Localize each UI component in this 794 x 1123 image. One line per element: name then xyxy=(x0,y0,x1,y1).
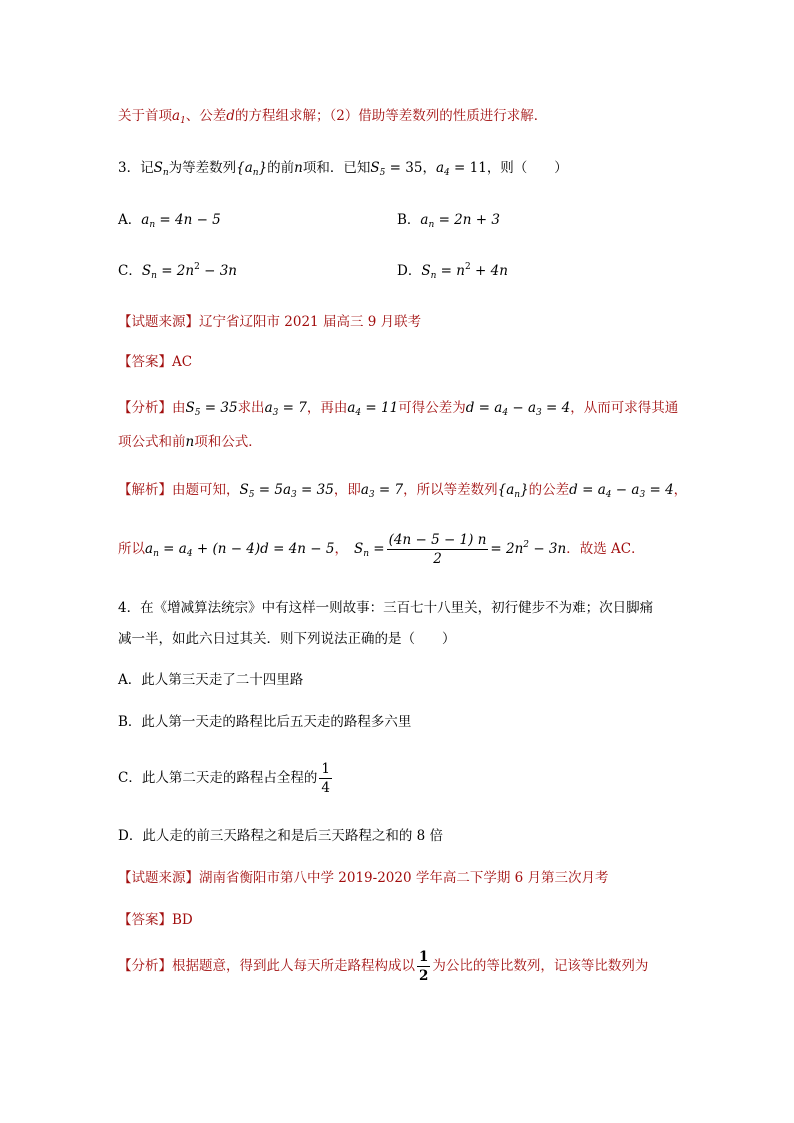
q4-option-b: B．此人第一天走的路程比后五天走的路程多六里 xyxy=(118,714,412,730)
q4-option-a: A．此人第三天走了二十四里路 xyxy=(118,672,304,688)
math-n: n xyxy=(294,160,303,176)
q3-solution-line1: 【解析】由题可知，$S_5 = 5a_3 = 35$，即$a_3 = 7$，所以等差数列$\{a_n\}$的公差$d = a_4 - a_3 = 4$， xyxy=(118,482,688,500)
q3-sum-fraction: $\frac{(4n - 5 - 1) n}{2}$ xyxy=(388,532,487,567)
q4-source: 【试题来源】湖南省衡阳市第八中学 2019-2020 学年高二下学期 6 月第三次月考 xyxy=(118,870,609,886)
q3-option-c: C．$S_n = 2n^2 - 3n$ xyxy=(118,262,237,281)
q3-analysis-line2: 项公式和前n项和公式． xyxy=(118,434,262,450)
intro-line: 关于首项$a_1$、公差d的方程组求解；（2）借助等差数列的性质进行求解． xyxy=(118,108,548,126)
q3-solution-line2: 所以$a_n = a_4 + (n - 4)d = 4n - 5$， $S_n$ = $\frac{(4n - 5 - 1) n}{2}$ = $2n^2 - 3n$．故选 AC． xyxy=(118,532,645,567)
q4-stem-line1: 4．在《增减算法统宗》中有这样一则故事：三百七十八里关，初行健步不为难；次日脚痛 xyxy=(118,600,654,616)
q3-analysis-line1: 【分析】由$S_5 = 35$求出$a_3 = 7$，再由$a_4 = 11$可得公差为$d = a_4 - a_3 = 4$，从而可求得其通 xyxy=(118,400,679,418)
math-sn: $S_n$ xyxy=(153,160,169,178)
q3-option-a: A．$a_n = 4n - 5$ xyxy=(118,212,221,230)
q3-answer: 【答案】AC xyxy=(118,354,193,370)
q4-stem-line2: 减一半，如此六日过其关．则下列说法正确的是（ ） xyxy=(118,631,456,647)
q4-answer: 【答案】BD xyxy=(118,912,193,928)
q3-source: 【试题来源】辽宁省辽阳市 2021 届高三 9 月联考 xyxy=(118,314,422,330)
q4-analysis: 【分析】根据题意，得到此人每天所走路程构成以 $\frac{1}{2}$ 为公比的等比数列，记该等比数列为 xyxy=(118,949,649,984)
math-d: d xyxy=(226,108,235,124)
q3-option-d: D．$S_n = n^2 + 4n$ xyxy=(397,262,508,281)
math-a4: $a_4$ xyxy=(435,160,450,178)
q4-ratio-fraction: $\frac{1}{2}$ xyxy=(419,949,429,984)
math-s5: $S_5$ xyxy=(370,160,386,178)
q4-option-c-fraction: $\frac{1}{4}$ xyxy=(321,761,330,796)
q3-stem: 3．记$S_n$为等差数列$\{a_n\}$的前n项和．已知$S_5 = 35$，$a_4 = 11$，则（ ） xyxy=(118,160,568,178)
math-a1: $a_1$ xyxy=(172,108,186,126)
math-seq-an: $\{a_n\}$ xyxy=(236,160,268,178)
q3-option-b: B．$a_n = 2n + 3$ xyxy=(397,212,500,230)
q4-option-d: D．此人走的前三天路程之和是后三天路程之和的 8 倍 xyxy=(118,828,443,844)
q4-option-c: C．此人第二天走的路程占全程的 $\frac{1}{4}$ xyxy=(118,761,330,796)
